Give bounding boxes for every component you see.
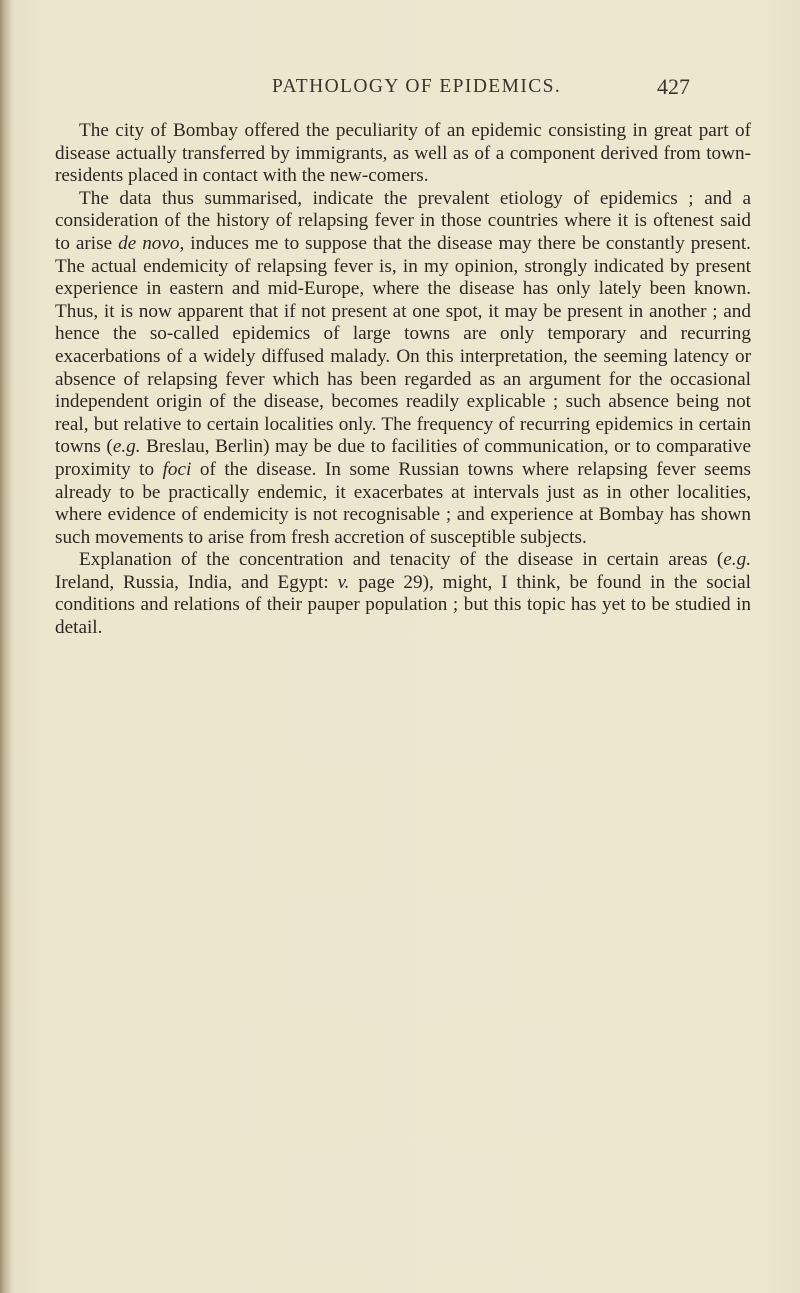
text-segment: Explanation of the concentration and tenacity of the disease in certain areas ( [79, 549, 724, 571]
body-text [55, 120, 751, 640]
italic-text: e.g. [112, 436, 141, 458]
binding-shadow [0, 0, 12, 1293]
page-number: 427 [657, 74, 690, 99]
text-segment: , induces me to suppose that the disease may there be constantly present. The actual endemicity of relapsing fever is, in my opinion, strongly indicated by present experience in eastern and mid-Europe, where the disease has only lately been known. Thus, it is now apparent that if not present at one spot, it may be present in another ; and hence the so-called epidemics of large towns are only temporary and recurring exacerbations of a widely diffused malady. On this interpretation, the seeming latency or absence of relapsing fever which has been regarded as an argument for the occasional independent origin of the disease, becomes readily explicable ; such absence being not real, but relative to certain localities only. The frequency of recurring epidemics in certain towns ( [55, 232, 751, 458]
text-segment: of the disease. In some Russian towns where relapsing fever seems already to be practically endemic, it exacerbates at intervals just as in other localities, where evidence of endemicity is not recognisable ; and experience at Bombay has shown such movements to arise from fresh accretion of susceptible subjects. [55, 458, 751, 548]
italic-text: v. [337, 571, 350, 593]
text-segment: The data thus summarised, indicate the prevalent etiology of epidemics ; and a consideration of the history of relapsing fever in those countries where it is oftenest said to arise [55, 187, 751, 254]
italic-text: e.g. [723, 549, 751, 571]
paragraph [55, 120, 751, 188]
paragraph [55, 549, 751, 639]
running-head [0, 76, 800, 106]
italic-text: foci [162, 458, 192, 480]
paragraph [55, 188, 751, 550]
text-segment: The city of Bombay offered the peculiarity of an epidemic consisting in great part of disease actually transferred by immigrants, as well as of a component derived from town-residents placed in contact with the new-comers. [55, 120, 751, 187]
italic-text: de novo [118, 232, 180, 254]
text-segment: Breslau, Berlin) may be due to facilities of communication, or to comparative proximity to [55, 436, 752, 480]
text-segment: page 29), might, I think, be found in the social conditions and relations of their pauper population ; but this topic has yet to be studied in detail. [55, 571, 751, 639]
text-segment: Ireland, Russia, India, and Egypt: [55, 571, 338, 593]
running-title: PATHOLOGY OF EPIDEMICS. [272, 76, 562, 97]
